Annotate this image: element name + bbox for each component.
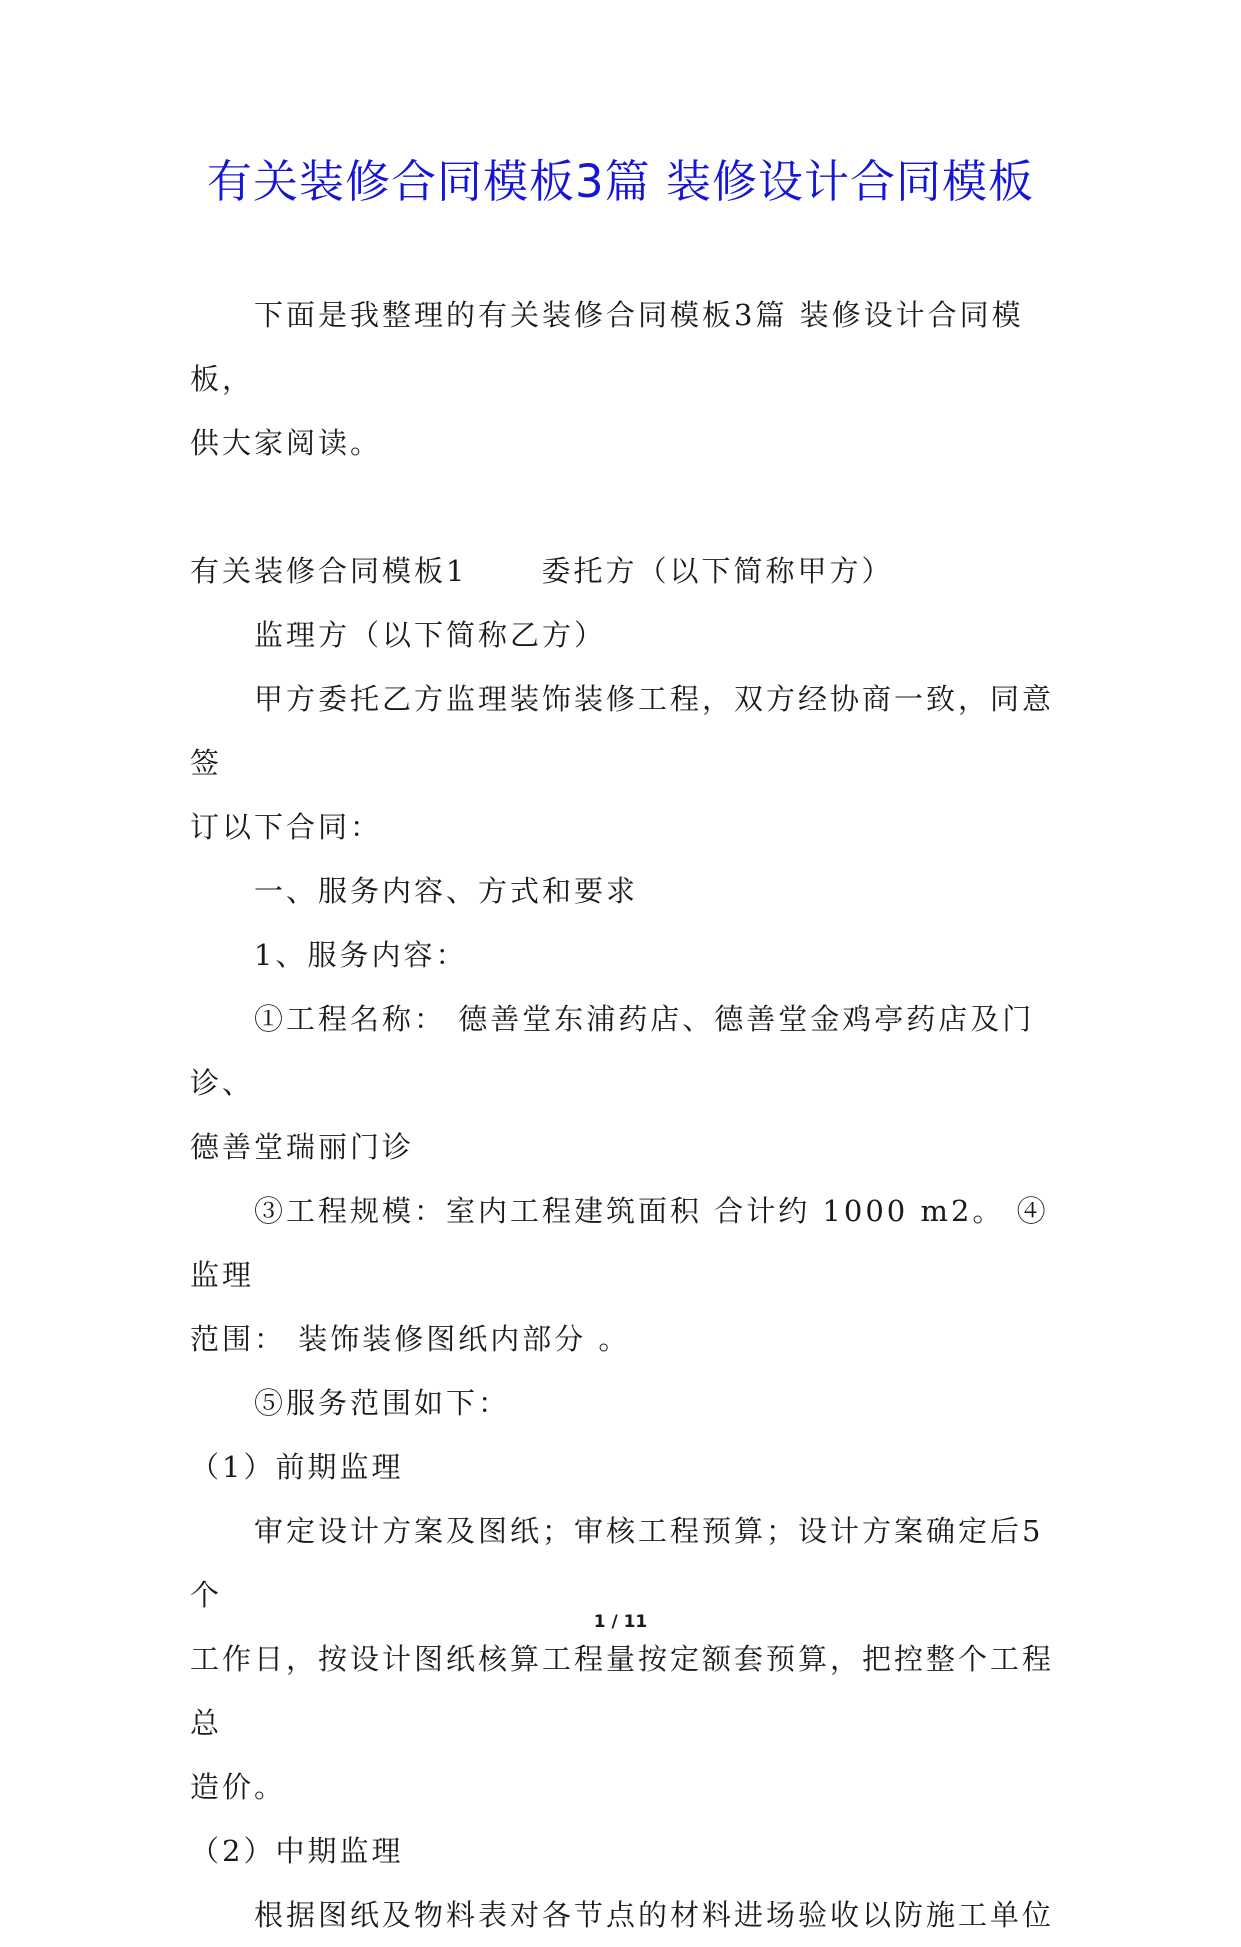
intro-line-1: 下面是我整理的有关装修合同模板3篇 装修设计合同模板， (190, 298, 1024, 396)
service-scope: ⑤服务范围如下： (254, 1386, 511, 1420)
item-1-heading: 1、服务内容： (254, 938, 468, 972)
agreement-line-1: 甲方委托乙方监理装饰装修工程，双方经协商一致，同意签 (190, 682, 1055, 780)
agreement-line-2: 订以下合同： (190, 810, 383, 844)
supervisor-line: 监理方（以下简称乙方） (254, 618, 607, 652)
phase-1-text-line-3: 造价。 (190, 1770, 287, 1804)
scale-line-2: 范围： 装饰装修图纸内部分 。 (190, 1322, 631, 1356)
section1-delegator: 委托方（以下简称甲方） (541, 554, 894, 588)
section1-heading: 有关装修合同模板1 (190, 554, 468, 588)
scale-line-1: ③工程规模：室内工程建筑面积 合计约 1000 m2。 ④监理 (190, 1194, 1049, 1292)
project-name-line-1: ①工程名称： 德善堂东浦药店、德善堂金鸡亭药店及门诊、 (190, 1002, 1035, 1100)
intro-line-2: 供大家阅读。 (190, 426, 383, 460)
phase-2-text-line-1: 根据图纸及物料表对各节点的材料进场验收以防施工单位 (254, 1898, 1055, 1932)
phase-1-text-line-1: 审定设计方案及图纸；审核工程预算；设计方案确定后5个 (190, 1514, 1044, 1612)
phase-2-heading: （2）中期监理 (190, 1834, 404, 1868)
page-number: 1 / 11 (593, 1612, 648, 1632)
section-heading-line (190, 539, 1060, 603)
article-1-heading: 一、服务内容、方式和要求 (254, 874, 639, 908)
phase-1-text-line-2: 工作日，按设计图纸核算工程量按定额套预算，把控整个工程总 (190, 1642, 1055, 1740)
document-title: 有关装修合同模板3篇 装修设计合同模板 (207, 155, 1034, 208)
paragraph-gap (190, 475, 1060, 539)
phase-1-heading: （1）前期监理 (190, 1450, 404, 1484)
project-name-line-2: 德善堂瑞丽门诊 (190, 1130, 415, 1164)
document-body (190, 283, 1060, 1947)
